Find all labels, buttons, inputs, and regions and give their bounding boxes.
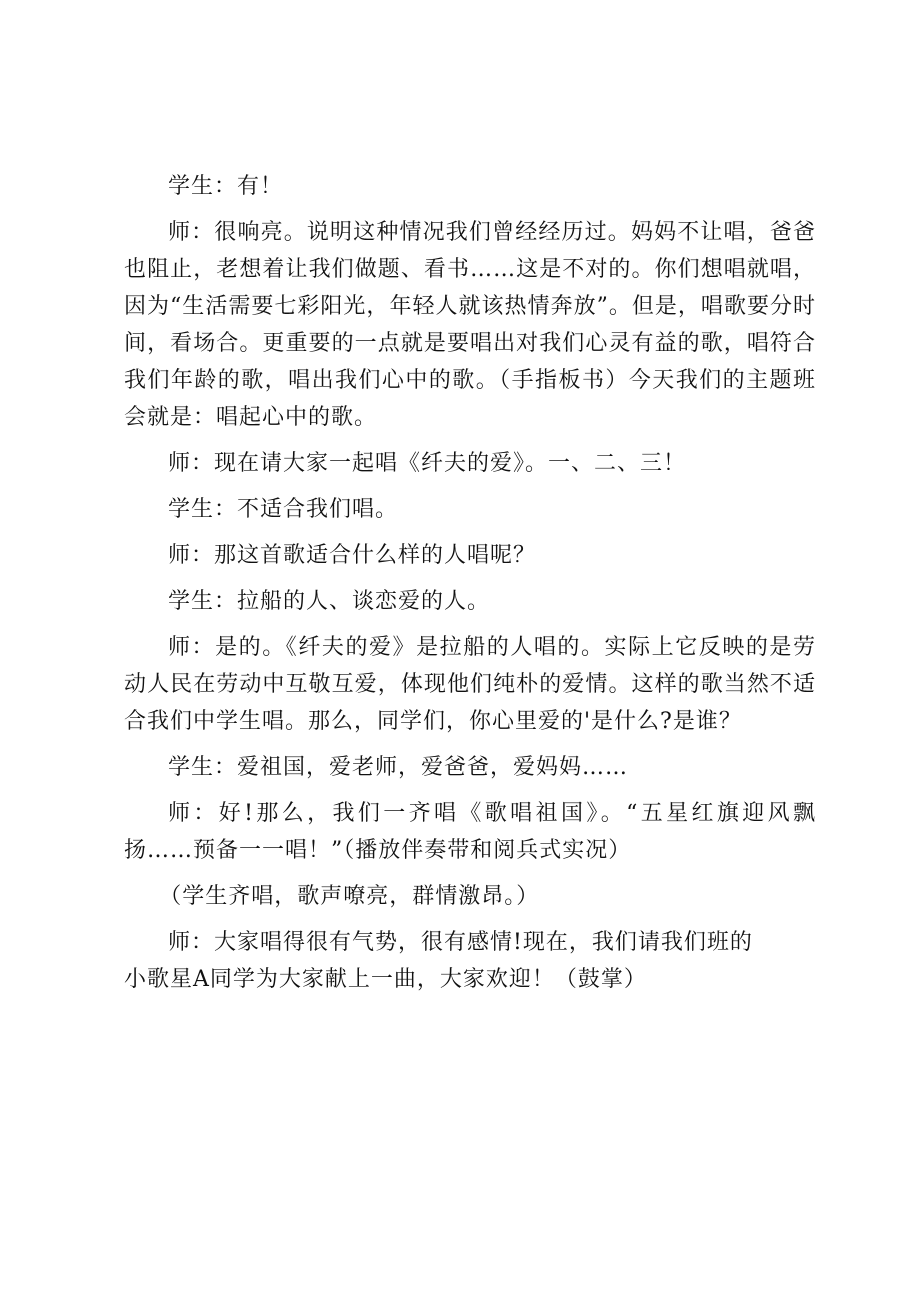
paragraph: 学生：拉船的人、谈恋爱的人。 [168, 589, 491, 614]
paragraph: 师：是的。《纤夫的爱》是拉船的人唱的。实际上它反映的是劳动人民在劳动中互敬互爱，体现他们纯朴的爱情。这样的歌当然不适合我们中学生唱。那么，同学们，你心里爱的'是什么?是谁？ [124, 635, 816, 734]
paragraph: （学生齐唱，歌声嘹亮，群情激昂。） [159, 884, 540, 909]
paragraph: 学生：不适合我们唱。 [168, 497, 399, 522]
paragraph: 师：现在请大家一起唱《纤夫的爱》。一、二、三！ [168, 451, 687, 476]
paragraph: 师：好!那么，我们一齐唱《歌唱祖国》。“五星红旗迎风飘扬……预备一一唱！”（播放伴奏带和阅兵式实况） [124, 801, 816, 863]
paragraph: 学生：爱祖国，爱老师，爱爸爸，爱妈妈…… [168, 755, 629, 780]
paragraph: 师：大家唱得很有气势，很有感情!现在，我们请我们班的 [168, 930, 753, 955]
paragraph: 师：很响亮。说明这种情况我们曾经经历过。妈妈不让唱，爸爸也阻止，老想着让我们做题、看书……这是不对的。你们想唱就唱，因为“生活需要七彩阳光，年轻人就该热情奔放”。但是，唱歌要分时间，看场合。更重要的一点就是要唱出对我们心灵有益的歌，唱符合我们年龄的歌，唱出我们心中的歌。（手指板书）今天我们的主题班会就是：唱起心中的歌。 [124, 220, 816, 430]
paragraph: 师：那这首歌适合什么样的人唱呢？ [168, 543, 537, 568]
paragraph: 小歌星A同学为大家献上一曲，大家欢迎！（鼓掌） [124, 967, 647, 992]
paragraph: 学生：有！ [168, 174, 284, 199]
document-body [124, 168, 816, 1007]
